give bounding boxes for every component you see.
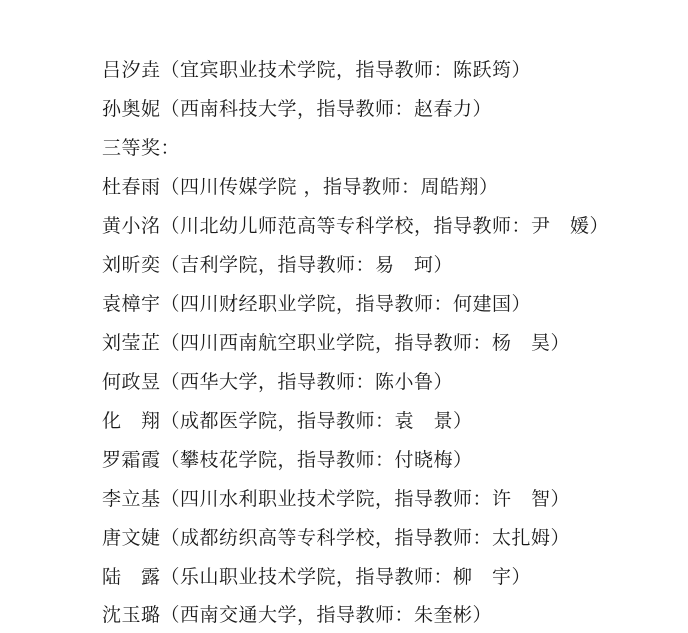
award-entry: 刘昕奕（吉利学院，指导教师：易 珂） [102, 254, 454, 276]
award-entry: 化 翔（成都医学院，指导教师：袁 景） [102, 410, 473, 432]
award-entry: 何政昱（西华大学，指导教师：陈小鲁） [102, 371, 454, 393]
award-entry: 罗霜霞（攀枝花学院，指导教师：付晓梅） [102, 449, 473, 471]
award-entry: 刘莹芷（四川西南航空职业学院，指导教师：杨 昊） [102, 332, 571, 354]
award-entry: 黄小洺（川北幼儿师范高等专科学校，指导教师：尹 媛） [102, 215, 610, 237]
award-entry: 李立基（四川水利职业技术学院，指导教师：许 智） [102, 488, 571, 510]
award-entry: 吕汐垚（宜宾职业技术学院，指导教师：陈跃筠） [102, 59, 532, 81]
section-heading-third-prize: 三等奖： [102, 137, 181, 159]
award-entry: 杜春雨（四川传媒学院 ，指导教师：周皓翔） [102, 176, 499, 198]
award-entry: 沈玉璐（西南交通大学，指导教师：朱奎彬） [102, 604, 493, 626]
award-entry: 陆 露（乐山职业技术学院，指导教师：柳 宇） [102, 566, 532, 588]
award-entry: 孙奥妮（西南科技大学，指导教师：赵春力） [102, 98, 493, 120]
award-entry: 袁樟宇（四川财经职业学院，指导教师：何建国） [102, 293, 532, 315]
award-entry: 唐文婕（成都纺织高等专科学校，指导教师：太扎姆） [102, 527, 571, 549]
